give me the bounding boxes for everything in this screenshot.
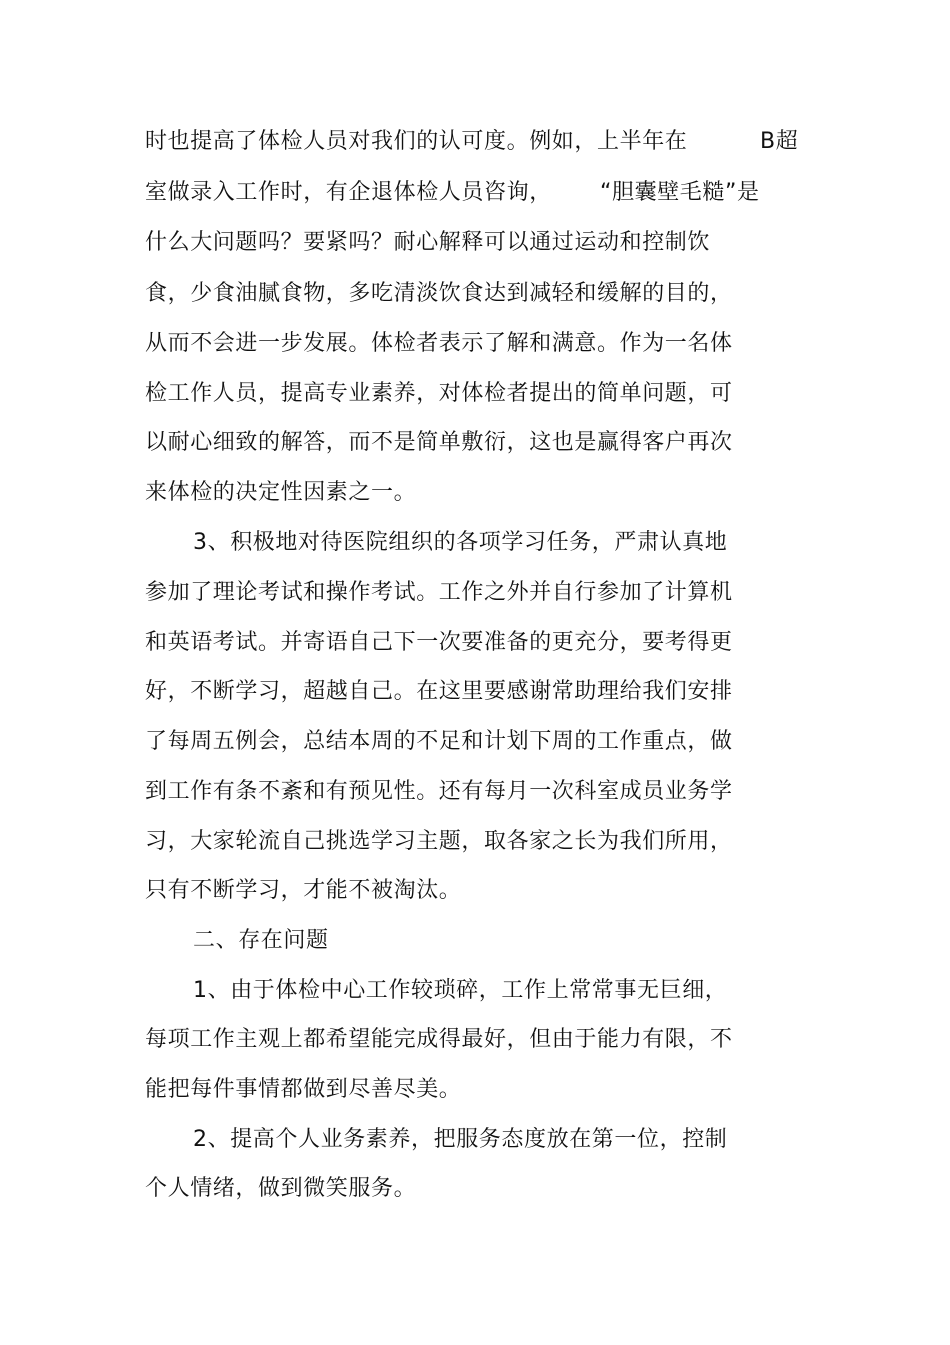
text-fragment: B超	[760, 129, 799, 154]
text-line: 什么大问题吗？要紧吗？耐心解释可以通过运动和控制饮	[145, 230, 711, 255]
text-line: 食，少食油腻食物，多吃清淡饮食达到减轻和缓解的目的，	[145, 281, 733, 306]
text-line: 了每周五例会，总结本周的不足和计划下周的工作重点，做	[145, 729, 733, 754]
text-line: 从而不会进一步发展。体检者表示了解和满意。作为一名体	[145, 331, 733, 356]
text-line: 习，大家轮流自己挑选学习主题，取各家之长为我们所用，	[145, 829, 733, 854]
text-line: 到工作有条不紊和有预见性。还有每月一次科室成员业务学	[145, 779, 733, 804]
paragraph-start: 3、积极地对待医院组织的各项学习任务，严肃认真地	[193, 530, 728, 555]
text-fragment: “胆囊壁毛糙”是	[600, 180, 760, 205]
text-line: 时也提高了体检人员对我们的认可度。例如，上半年在	[145, 129, 688, 154]
text-line: 检工作人员，提高专业素养，对体检者提出的简单问题，可	[145, 381, 733, 406]
text-line: 和英语考试。并寄语自己下一次要准备的更充分，要考得更	[145, 630, 733, 655]
text-line: 以耐心细致的解答，而不是简单敷衍，这也是赢得客户再次	[145, 430, 733, 455]
paragraph-start: 2、提高个人业务素养，把服务态度放在第一位，控制	[193, 1127, 728, 1152]
text-line: 室做录入工作时，有企退体检人员咨询，	[145, 180, 552, 205]
paragraph-start: 1、由于体检中心工作较琐碎，工作上常常事无巨细，	[193, 978, 728, 1003]
text-line: 只有不断学习，才能不被淘汰。	[145, 878, 462, 903]
text-line: 参加了理论考试和操作考试。工作之外并自行参加了计算机	[145, 580, 733, 605]
section-heading: 二、存在问题	[193, 928, 329, 953]
text-line: 个人情绪，做到微笑服务。	[145, 1176, 417, 1201]
text-line: 来体检的决定性因素之一。	[145, 480, 417, 505]
text-line: 能把每件事情都做到尽善尽美。	[145, 1077, 462, 1102]
text-line: 好，不断学习，超越自己。在这里要感谢常助理给我们安排	[145, 679, 733, 704]
text-line: 每项工作主观上都希望能完成得最好，但由于能力有限，不	[145, 1027, 733, 1052]
